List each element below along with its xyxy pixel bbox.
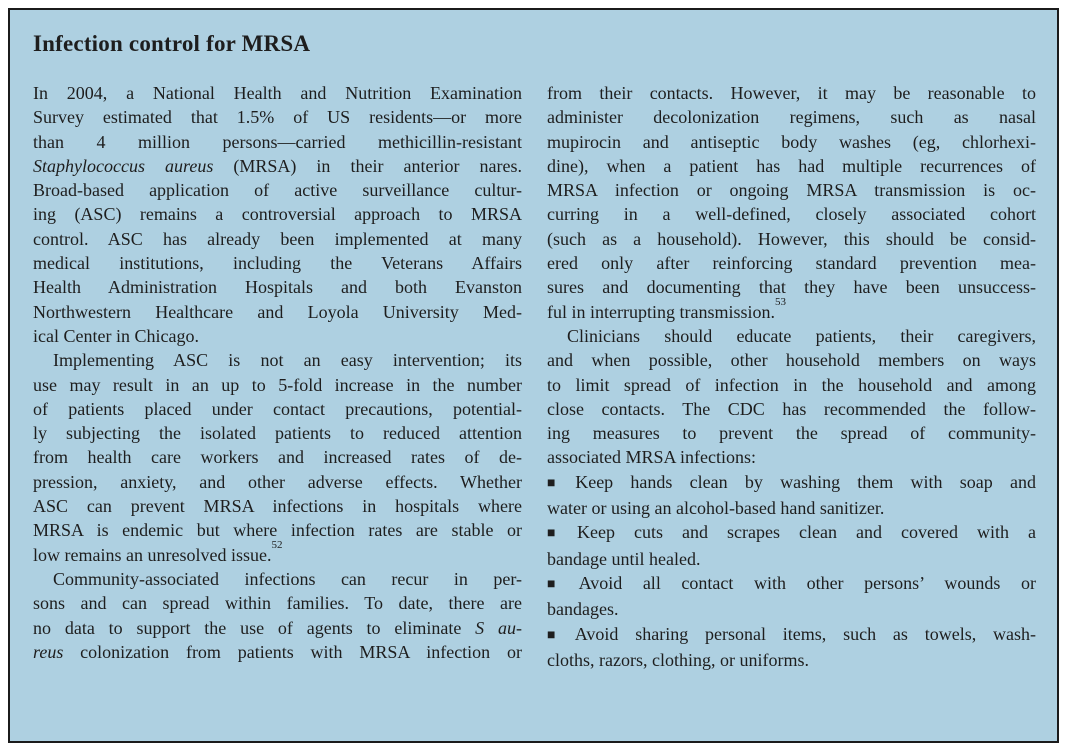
- text-line: pression, anxiety, and other adverse effects. Whether: [33, 471, 522, 492]
- text-line: sons and can spread within families. To date, there are: [33, 593, 522, 614]
- text-line: of patients placed under contact precautions, potential-: [33, 398, 522, 419]
- text-line: mupirocin and antiseptic body washes (eg, chlorhexi-: [547, 131, 1036, 152]
- text-line: (such as a household). However, this should be consid-: [547, 228, 1036, 249]
- text-columns: [33, 81, 1037, 672]
- text-line: ly subjecting the isolated patients to reduced attention: [33, 423, 522, 444]
- italic-text: reus: [33, 641, 64, 662]
- text-line: Clinicians should educate patients, their caregivers,: [567, 325, 1036, 346]
- infection-control-panel: [8, 8, 1059, 743]
- italic-text: Staphylococcus aureus: [33, 155, 214, 176]
- text-line: than 4 million persons—carried methicillin-resistant: [33, 131, 522, 152]
- text-line: Northwestern Healthcare and Loyola University Med-: [33, 301, 522, 322]
- text-column-right: [547, 81, 1036, 672]
- text-line: to limit spread of infection in the household and among: [547, 374, 1036, 395]
- reference-superscript: 53: [774, 295, 786, 308]
- panel-title: Infection control for MRSA: [33, 31, 311, 56]
- text-line: sures and documenting that they have been unsuccess-: [547, 277, 1036, 298]
- text-line: no data to support the use of agents to eliminate S au-: [33, 617, 522, 638]
- text-line: close contacts. The CDC has recommended the follow-: [547, 398, 1036, 419]
- text-line: ered only after reinforcing standard prevention mea-: [547, 253, 1036, 274]
- text-line: Community-associated infections can recur in per-: [53, 568, 522, 589]
- text-line: ing measures to prevent the spread of community-: [547, 423, 1036, 444]
- text-line: use may result in an up to 5-fold increase in the number: [33, 374, 522, 395]
- text-line: ■ Keep hands clean by washing them with soap and: [547, 471, 1036, 492]
- text-line: cloths, razors, clothing, or uniforms.: [547, 649, 809, 670]
- text-column-left: [33, 81, 522, 672]
- text-line: and when possible, other household members on ways: [547, 350, 1036, 371]
- text-line: MRSA is endemic but where infection rates are stable or: [33, 520, 522, 541]
- text-line: bandages.: [547, 599, 619, 620]
- text-line: Broad-based application of active surveillance cultur-: [33, 180, 522, 201]
- text-line: ■ Avoid sharing personal items, such as towels, wash-: [547, 623, 1036, 644]
- text-line: ■ Avoid all contact with other persons’ wounds or: [547, 572, 1036, 593]
- text-line: from their contacts. However, it may be reasonable to: [547, 83, 1036, 103]
- text-line: from health care workers and increased rates of de-: [33, 447, 522, 468]
- text-line: ful in interrupting transmission.$^{53}$: [547, 295, 786, 322]
- text-line: MRSA infection or ongoing MRSA transmission is oc-: [547, 180, 1036, 201]
- text-line: Survey estimated that 1.5% of US residents—or more: [33, 107, 522, 128]
- text-line: ing (ASC) remains a controversial approach to MRSA: [33, 204, 522, 225]
- text-line: ■ Keep cuts and scrapes clean and covered with a: [547, 522, 1036, 543]
- text-line: Staphylococcus aureus (MRSA) in their anterior nares.: [33, 155, 522, 176]
- text-line: low remains an unresolved issue.$^{52}$: [33, 538, 283, 565]
- text-line: reus colonization from patients with MRSA infection or: [33, 641, 522, 662]
- text-line: water or using an alcohol-based hand sanitizer.: [547, 498, 885, 519]
- bullet-square-icon: ■: [547, 475, 569, 491]
- text-line: In 2004, a National Health and Nutrition Examination: [33, 83, 522, 103]
- text-line: medical institutions, including the Veterans Affairs: [33, 253, 522, 274]
- bullet-square-icon: ■: [547, 576, 572, 592]
- text-line: ical Center in Chicago.: [33, 325, 199, 346]
- reference-superscript: 52: [271, 538, 283, 551]
- text-line: curring in a well-defined, closely associated cohort: [547, 204, 1036, 225]
- bullet-square-icon: ■: [547, 627, 568, 643]
- text-line: control. ASC has already been implemented at many: [33, 228, 522, 249]
- text-line: dine), when a patient has had multiple recurrences of: [547, 155, 1036, 176]
- italic-text: S au-: [475, 617, 522, 638]
- text-line: associated MRSA infections:: [547, 447, 756, 468]
- text-line: Health Administration Hospitals and both Evanston: [33, 277, 522, 298]
- text-line: administer decolonization regimens, such as nasal: [547, 107, 1036, 128]
- text-line: bandage until healed.: [547, 548, 701, 569]
- text-line: ASC can prevent MRSA infections in hospitals where: [33, 496, 522, 517]
- bullet-square-icon: ■: [547, 526, 570, 542]
- text-line: Implementing ASC is not an easy intervention; its: [53, 350, 522, 371]
